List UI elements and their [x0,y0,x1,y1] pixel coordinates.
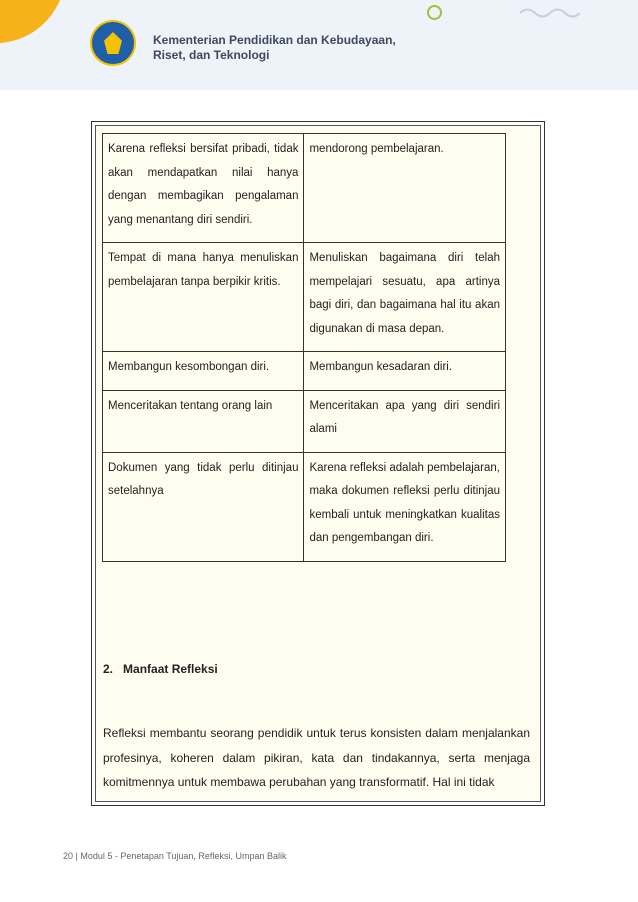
table-row [103,243,506,352]
page-footer: 20 | Modul 5 - Penetapan Tujuan, Refleksi, Umpan Balik [63,851,287,861]
table-cell: Tempat di mana hanya menuliskan pembelajaran tanpa berpikir kritis. [103,243,304,352]
ministry-name [153,33,396,63]
ministry-name-line1: Kementerian Pendidikan dan Kebudayaan, [153,33,396,47]
table-cell: Membangun kesombongan diri. [103,352,304,391]
section-title: Manfaat Refleksi [123,662,218,676]
table-cell: mendorong pembelajaran. [304,134,506,243]
page-header [0,0,638,90]
body-paragraph: Refleksi membantu seorang pendidik untuk terus konsisten dalam menjalankan profesinya, koheren dalam pikiran, kata dan tindakannya, serta menjaga komitmennya untuk membawa perubahan yang transformatif. Hal ini tidak [103,726,530,789]
logo-emblem-icon [104,32,122,54]
table-cell: Karena refleksi adalah pembelajaran, maka dokumen refleksi perlu ditinjau kembali untuk meningkatkan kualitas dan pengembangan diri. [304,452,506,561]
section-number: 2. [103,662,114,676]
decorative-circle-icon [427,5,442,20]
table-cell: Karena refleksi bersifat pribadi, tidak akan mendapatkan nilai hanya dengan membagikan pengalaman yang menantang diri sendiri. [103,134,304,243]
table-row [103,352,506,391]
table-cell: Membangun kesadaran diri. [304,352,506,391]
ministry-name-line2: Riset, dan Teknologi [153,48,270,62]
table-row [103,390,506,452]
tut-wuri-handayani-logo [90,20,136,66]
decorative-wave-icon [520,6,580,20]
table-row [103,134,506,243]
table-cell: Menuliskan bagaimana diri telah mempelajari sesuatu, apa artinya bagi diri, dan bagaimana hal itu akan digunakan di masa depan. [304,243,506,352]
table-row [103,452,506,561]
section-heading [103,662,218,676]
table-cell: Menceritakan apa yang diri sendiri alami [304,390,506,452]
table-cell: Dokumen yang tidak perlu ditinjau setelahnya [103,452,304,561]
decorative-shape [0,0,74,47]
reflection-comparison-table [102,133,506,562]
table-cell: Menceritakan tentang orang lain [103,390,304,452]
